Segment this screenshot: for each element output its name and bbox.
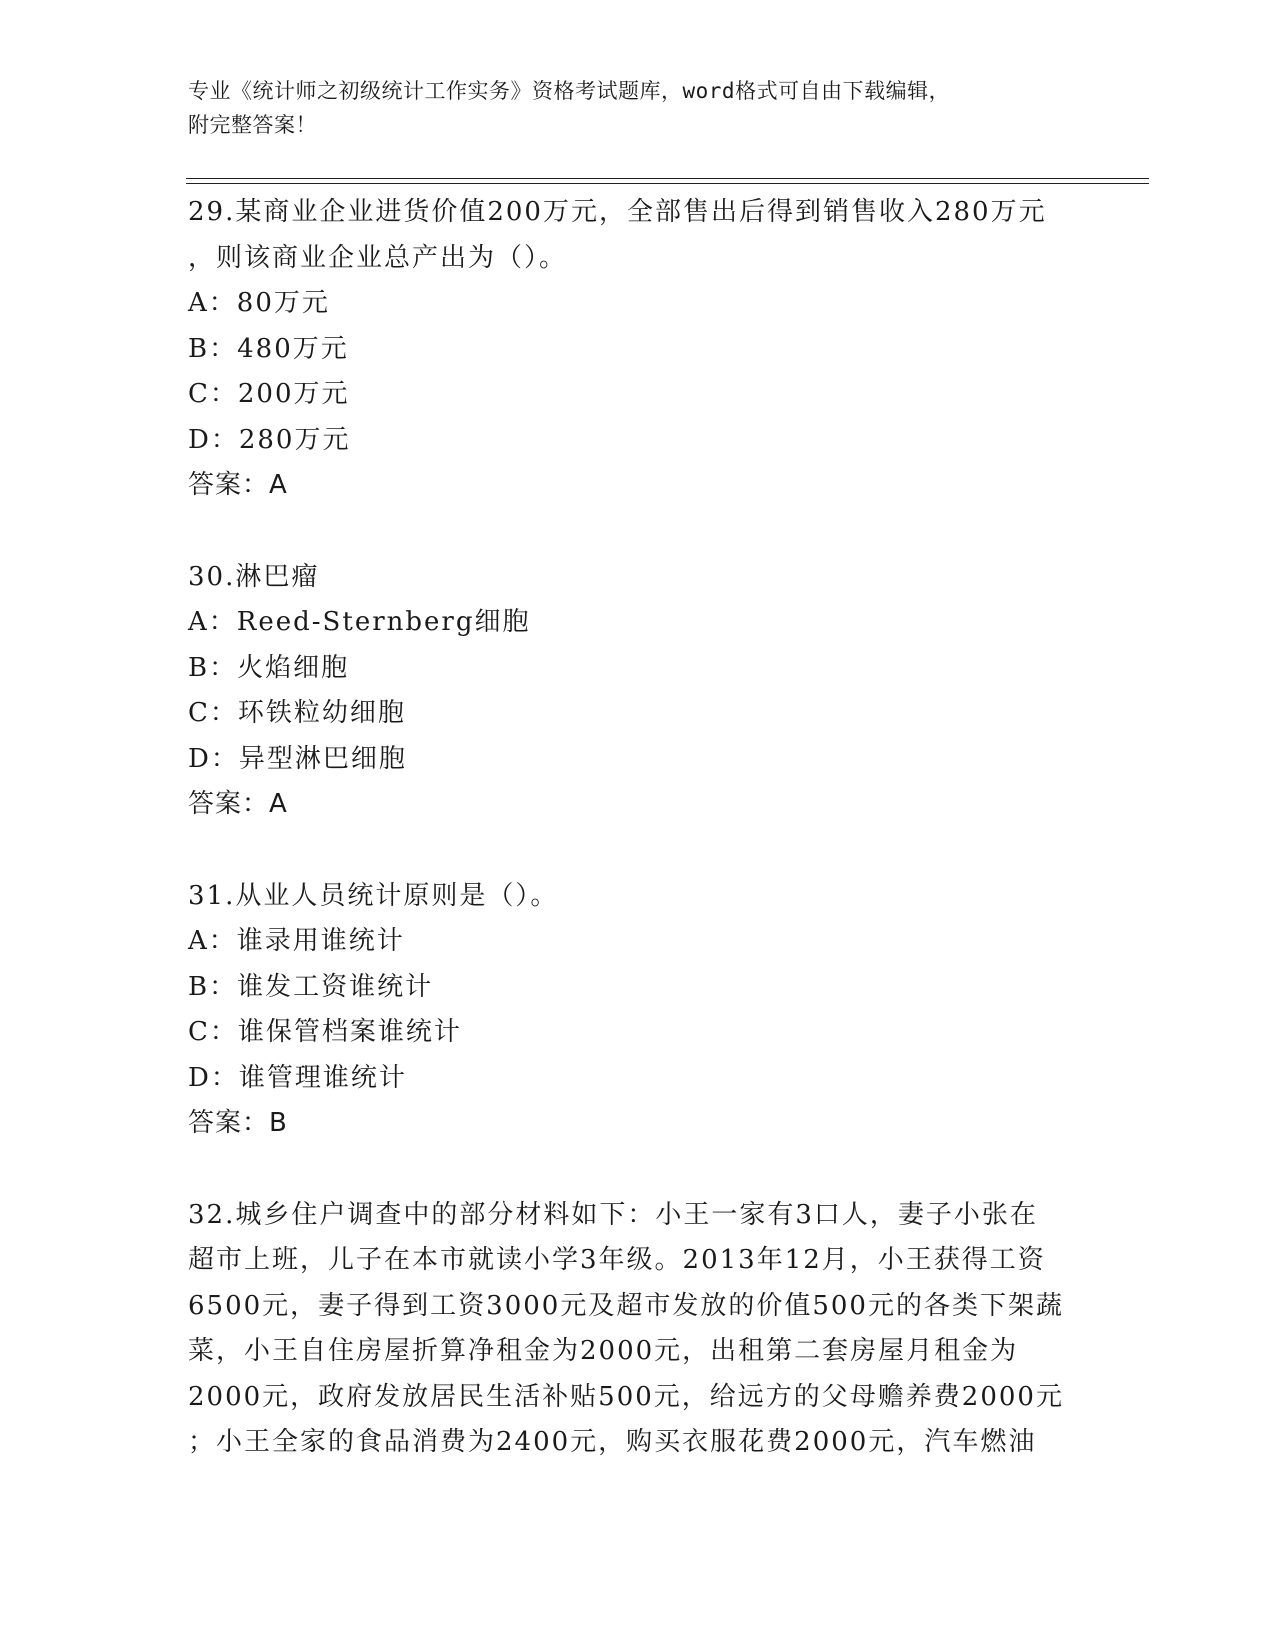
question-stem: 超市上班，儿子在本市就读小学3年级。2013年12月，小王获得工资 xyxy=(188,1245,1046,1275)
spacer xyxy=(188,509,1088,555)
question-block xyxy=(188,555,1088,828)
option-a: A：Reed-Sternberg细胞 xyxy=(188,607,531,637)
option-d: D：280万元 xyxy=(188,424,351,455)
question-stem: 6500元，妻子得到工资3000元及超市发放的价值500元的各类下架蔬 xyxy=(188,1290,1064,1321)
spacer xyxy=(188,1147,1088,1193)
header-line: 专业《统计师之初级统计工作实务》资格考试题库，word格式可自由下载编辑， xyxy=(188,79,951,103)
question-stem: 29.某商业企业进货价值200万元，全部售出后得到销售收入280万元 xyxy=(188,197,1047,227)
option-a: A：谁录用谁统计 xyxy=(188,926,405,956)
question-stem: ，则该商业企业总产出为（）。 xyxy=(188,242,568,273)
spacer xyxy=(188,828,1088,874)
option-a: A：80万元 xyxy=(188,288,330,318)
option-c: C：谁保管档案谁统计 xyxy=(188,1017,462,1047)
question-stem: 32.城乡住户调查中的部分材料如下：小王一家有3口人，妻子小张在 xyxy=(188,1199,1038,1230)
question-stem: 31.从业人员统计原则是（）。 xyxy=(188,880,559,911)
question-block xyxy=(188,874,1088,1147)
header-line: 附完整答案！ xyxy=(188,113,317,137)
document-header xyxy=(188,74,1088,142)
option-c: C：环铁粒幼细胞 xyxy=(188,698,406,728)
option-d: D：异型淋巴细胞 xyxy=(188,743,407,774)
answer-line: 答案：B xyxy=(188,1108,288,1138)
question-list xyxy=(188,190,1088,1466)
answer-line: 答案：A xyxy=(188,470,288,500)
option-d: D：谁管理谁统计 xyxy=(188,1062,407,1093)
option-b: B：火焰细胞 xyxy=(188,652,350,683)
question-block xyxy=(188,190,1088,509)
question-block xyxy=(188,1193,1088,1466)
question-stem: 30.淋巴瘤 xyxy=(188,561,320,592)
option-b: B：谁发工资谁统计 xyxy=(188,971,434,1002)
option-b: B：480万元 xyxy=(188,333,349,364)
option-c: C：200万元 xyxy=(188,379,350,409)
question-stem: 菜，小王自住房屋折算净租金为2000元，出租第二套房屋月租金为 xyxy=(188,1336,1019,1366)
question-stem: 2000元，政府发放居民生活补贴500元，给远方的父母赡养费2000元 xyxy=(188,1381,1064,1412)
header-divider xyxy=(186,183,1149,184)
question-stem: ；小王全家的食品消费为2400元，购买衣服花费2000元，汽车燃油 xyxy=(188,1427,1037,1457)
answer-line: 答案：A xyxy=(188,789,288,819)
header-divider xyxy=(186,178,1149,179)
